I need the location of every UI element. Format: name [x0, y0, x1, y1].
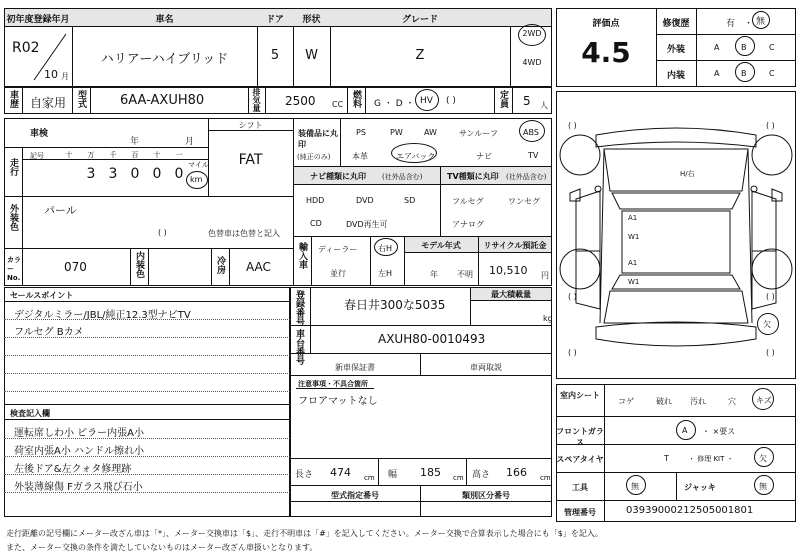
mileage-label: 走行	[8, 158, 18, 176]
year-label: 初年度登録年月	[6, 15, 70, 25]
sheet-tear: 破れ	[656, 397, 672, 406]
interior-b: B	[741, 69, 747, 78]
unit-10m: 十	[65, 151, 73, 159]
navi-dvd: DVD	[356, 196, 374, 205]
import-left: 左H	[378, 269, 393, 278]
navi-dvd-play: DVD再生可	[346, 220, 388, 229]
selling-label: セールスポイント	[10, 291, 74, 300]
fuel-label: 燃料	[351, 90, 361, 108]
color-label: 外装色	[8, 204, 18, 231]
equip-ps: PS	[356, 128, 366, 137]
repair-dot: ・	[744, 19, 754, 29]
digit-1k: 3	[108, 166, 118, 182]
exterior-a: A	[714, 43, 720, 52]
chassis-value: AXUH80-0010493	[378, 332, 486, 346]
equipment-sublabel: (純正のみ)	[297, 153, 331, 161]
mile-label: マイル	[188, 161, 209, 169]
sheet-burn: コゲ	[618, 397, 634, 406]
exterior-c: C	[769, 43, 775, 52]
sheet-dirt: 汚れ	[690, 397, 706, 406]
fuel-selected: HV	[420, 96, 433, 106]
notes-label: 注意事項・不具合箇所	[298, 380, 368, 388]
shift-value: FAT	[238, 152, 263, 168]
equip-leather: 本革	[352, 152, 368, 161]
model-year-unit: 年	[430, 270, 438, 279]
unit-100: 百	[131, 151, 139, 159]
equip-tv: TV	[528, 151, 539, 160]
usage-value: 自家用	[30, 96, 67, 110]
inspection-year-unit: 年	[130, 137, 140, 147]
capacity-unit: 人	[540, 101, 548, 110]
capacity-value: 5	[523, 94, 531, 108]
interior-color-label: 内装色	[134, 251, 144, 278]
tv-oneseg: ワンセグ	[508, 197, 540, 206]
spare-none: 欠	[759, 454, 767, 463]
length-value: 474	[330, 466, 351, 479]
type-cert-label: 型式指定番号	[331, 491, 379, 500]
jack-label: ジャッキ	[684, 483, 716, 492]
glass-x: ・ ×要ス	[702, 427, 736, 436]
diagram-mark-missing: 欠	[763, 320, 771, 329]
spare-kit: ・ 修理 KIT ・	[688, 455, 734, 463]
repair-none: 無	[756, 17, 766, 27]
diagram-paren-tr: ( )	[766, 121, 775, 130]
height-label: 高さ	[472, 470, 491, 480]
width-value: 185	[420, 466, 441, 479]
ac-value: AAC	[246, 260, 271, 274]
registration-label: 登録番号	[294, 290, 304, 326]
width-unit: cm	[453, 474, 464, 482]
admin-label: 管理番号	[564, 508, 596, 517]
repair-label: 修復歴	[662, 19, 690, 29]
diagram-paren-ml: ( )	[568, 292, 577, 301]
equipment-label: 装備品に丸印	[298, 129, 338, 149]
tv-note: (社外品含む)	[506, 173, 547, 181]
import-right: 右H	[378, 244, 393, 253]
class-label: 類別区分番号	[462, 491, 510, 500]
diagram-paren-bl: ( )	[568, 348, 577, 357]
diagram-mark-w1-1: W1	[628, 233, 640, 241]
car-diagram	[556, 91, 796, 379]
inspection-label: 車検	[30, 129, 49, 139]
tv-analog: アナログ	[452, 220, 484, 229]
interior-a: A	[714, 69, 720, 78]
carname-label: 車名	[155, 15, 174, 25]
jack-value: 無	[759, 482, 767, 491]
length-unit: cm	[364, 474, 375, 482]
exterior-label: 外装	[666, 45, 685, 55]
diagram-mark-a1-1: A1	[628, 214, 638, 222]
equip-aw: AW	[424, 128, 437, 137]
registration-value: 春日井300な5035	[344, 298, 446, 312]
capacity-label: 定員	[498, 90, 508, 108]
height-value: 166	[506, 466, 527, 479]
warranty-new: 新車保証書	[335, 363, 375, 372]
glass-label: フロントガラス	[556, 427, 604, 447]
diagram-mark-w1-2: W1	[628, 278, 640, 286]
height-unit: cm	[540, 474, 551, 482]
inspector-label: 検査記入欄	[10, 409, 50, 418]
notes-value: フロアマットなし	[298, 396, 378, 407]
diagram-paren-tl: ( )	[568, 121, 577, 130]
inspector-line-3: 左後ドア&左クォタ修理跡	[14, 464, 132, 475]
shape-label: 形状	[302, 15, 321, 25]
body-shape: W	[305, 48, 318, 63]
warranty-manual: 車両取説	[470, 363, 502, 372]
model-year-value: 不明	[457, 270, 473, 279]
max-load-unit: kg	[543, 314, 553, 323]
displacement-label: 排気量	[252, 88, 261, 112]
diagram-paren-mr: ( )	[766, 292, 775, 301]
unit-1: 一	[175, 151, 183, 159]
km-label: km	[190, 175, 203, 184]
digit-1: 0	[174, 166, 184, 182]
import-parallel: 並行	[330, 269, 346, 278]
model-label: 型式	[76, 90, 86, 108]
footer-line-1: 走行距離の記号欄にメーター改ざん車は「*」、メーター交換車は「$」、走行不明車は「#」を記入してください。メーター交換で合算表示した場合にも「$」を記入。	[6, 529, 603, 538]
fuel-paren: ( )	[446, 96, 456, 106]
score-label: 評価点	[592, 19, 620, 29]
inspection-month-unit: 月	[185, 137, 195, 147]
tools-value: 無	[631, 482, 639, 491]
fuel-options: G ・ D ・	[374, 99, 415, 109]
interior-c: C	[769, 69, 775, 78]
unit-1k: 千	[109, 151, 117, 159]
car-name: ハリアーハイブリッド	[100, 52, 229, 67]
import-label: 輸入車	[297, 242, 307, 269]
interior-label: 内装	[666, 71, 685, 81]
inspector-line-1: 運転席しわ小 ピラー内張A小	[14, 428, 145, 439]
grade-label: グレード	[401, 15, 438, 25]
inspector-line-4: 外装薄線傷 Fガラス飛び石小	[14, 482, 143, 493]
interior-sheet-label: 室内シート	[560, 391, 600, 400]
color-no-label: カラーNo.	[7, 256, 21, 282]
navi-cd: CD	[310, 219, 322, 228]
sheet-scratch: キズ	[756, 396, 772, 405]
drive-4wd: 4WD	[522, 58, 542, 67]
inspector-line-2: 荷室内張A小 ハンドル擦れ小	[14, 446, 145, 457]
width-label: 幅	[388, 470, 398, 480]
color-note: 色替車は色替と記入	[208, 229, 280, 238]
equip-navi: ナビ	[476, 152, 492, 161]
equip-sunroof: サンルーフ	[459, 129, 498, 138]
repair-yes: 有	[726, 19, 736, 29]
length-label: 長さ	[295, 470, 314, 480]
equip-abs: ABS	[523, 128, 539, 137]
navi-note: (社外品含む)	[382, 173, 423, 181]
tools-label: 工具	[572, 483, 588, 492]
score-value: 4.5	[581, 36, 631, 69]
import-dealer: ディーラー	[318, 245, 358, 254]
exterior-b: B	[741, 43, 747, 52]
recycle-label: リサイクル預託金	[483, 241, 547, 250]
grade-value: Z	[415, 48, 425, 63]
drive-2wd: 2WD	[522, 29, 542, 38]
digit-10k: 3	[86, 166, 96, 182]
color-no: 070	[64, 260, 87, 274]
sheet-hole: 穴	[728, 397, 736, 406]
admin-value: 03939000212505001801	[626, 505, 754, 516]
digit-10: 0	[152, 166, 162, 182]
displacement-value: 2500	[285, 94, 316, 108]
digit-100: 0	[130, 166, 140, 182]
tv-fullseg: フルセグ	[452, 197, 484, 206]
usage-row	[4, 87, 552, 114]
recycle-unit: 円	[541, 271, 549, 280]
spare-label: スペアタイヤ	[556, 455, 604, 464]
footer-line-2: また、メーター交換の条件を満たしていないものはメーター改ざん車扱いとなります。	[6, 543, 318, 552]
spare-t: T	[664, 454, 669, 463]
tv-label: TV種類に丸印	[447, 172, 499, 181]
era-year: R02	[12, 40, 40, 56]
displacement-unit: CC	[332, 100, 344, 109]
chassis-label: 車台番号	[294, 329, 304, 365]
color-value: パール	[44, 204, 77, 217]
recycle-value: 10,510	[489, 264, 528, 277]
ac-label: 冷房	[215, 256, 225, 274]
diagram-mark-roof: H/右	[680, 170, 695, 178]
unit-10k: 万	[87, 151, 95, 159]
model-year-label: モデル年式	[421, 241, 461, 250]
door-count: 5	[270, 48, 280, 63]
model-value: 6AA-AXUH80	[120, 93, 205, 108]
navi-label: ナビ種類に丸印	[310, 172, 366, 181]
equip-pw: PW	[390, 128, 403, 137]
max-load-label: 最大積載量	[491, 290, 531, 299]
diagram-mark-a1-2: A1	[628, 259, 638, 267]
unit-10: 十	[153, 151, 161, 159]
diagram-paren-br: ( )	[766, 348, 775, 357]
selling-line-1: デジタルミラー/JBL/純正12.3型ナビTV	[14, 310, 191, 321]
navi-sd: SD	[404, 196, 416, 205]
equip-airbag: エアバック	[396, 152, 436, 161]
shift-label: シフト	[238, 121, 263, 130]
usage-label: 車歴	[8, 90, 18, 108]
door-label: ドア	[266, 15, 284, 25]
month-value: 10	[44, 68, 58, 81]
glass-a: A	[682, 426, 688, 435]
selling-line-2: フルセグ Bカメ	[14, 327, 84, 338]
month-unit: 月	[61, 72, 69, 81]
color-note-paren: ( )	[158, 228, 167, 237]
navi-hdd: HDD	[306, 196, 325, 205]
mileage-record-label: 記号	[30, 152, 44, 160]
